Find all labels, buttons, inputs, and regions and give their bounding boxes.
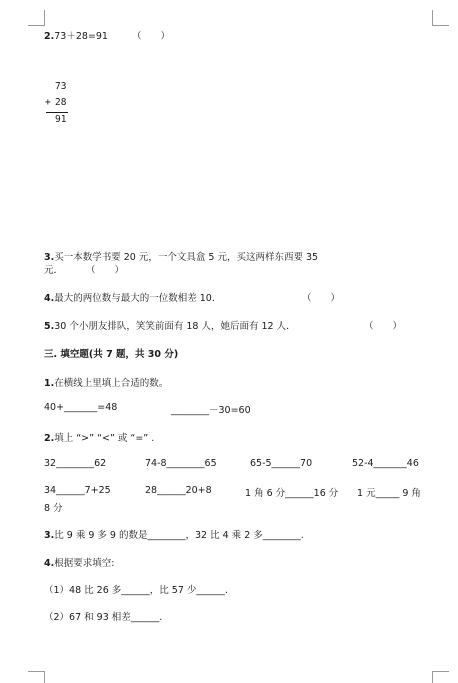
question-number: 1. [44,378,55,389]
question-number: 2. [44,433,55,444]
corner-mark-bottom-left-h [28,671,44,672]
fill-question-1 [44,375,168,389]
compare-item: 1 元_____ 9 角 [357,488,421,499]
question-text: 填上 “>” “<” 或 “=” . [54,433,155,444]
question-text: 根据要求填空: [54,558,115,569]
question-number: 3. [44,252,55,263]
corner-mark-top-left-h [28,25,44,26]
compare-item: 1 角 6 分______16 分 [245,488,339,499]
fill-4-sub-2: （2）67 和 93 相差______. [44,612,163,623]
question-text: 比 9 乘 9 多 9 的数是________，32 比 4 乘 2 多________. [54,530,304,541]
vertical-sum-line [46,112,68,113]
compare-item: 32________62 [44,458,107,469]
question-3-line2: 元． [44,265,64,276]
vertical-result: 91 [55,114,67,125]
fill-question-3 [44,527,304,541]
question-3 [44,249,318,263]
question-number: 5. [44,321,55,332]
compare-item: 65-5______70 [250,458,313,469]
question-text: 73＋28=91 [54,31,108,42]
vertical-operator: + [45,97,51,108]
question-4 [44,290,221,304]
vertical-top-number: 73 [55,81,67,92]
compare-item: 52-4_______46 [352,458,419,469]
question-2 [44,28,108,42]
question-number: 2. [44,31,55,42]
question-text: 30 个小朋友排队，笑笑前面有 18 人，她后面有 12 人． [54,321,296,332]
question-text: 买一本数学书要 20 元，一个文具盒 5 元，买这两样东西要 35 [54,252,319,263]
corner-mark-bottom-left-v [44,671,45,683]
answer-parentheses: （ ） [86,265,125,276]
corner-mark-top-right-v [432,10,433,26]
question-text: 最大的两位数与最大的一位数相差 10． [54,293,222,304]
answer-parentheses: （ ） [302,293,341,304]
vertical-bottom-number: 28 [55,97,67,108]
corner-mark-top-right-h [433,25,449,26]
question-text: 在横线上里填上合适的数。 [54,378,169,389]
section-title: 三. 填空题(共 7 题，共 30 分) [44,349,179,360]
fill-question-4 [44,555,114,569]
question-number: 4. [44,558,55,569]
question-number: 4. [44,293,55,304]
compare-item: 28______20+8 [145,485,212,496]
corner-mark-bottom-right-h [433,671,449,672]
fill-1-blank-b: ________－30=60 [171,405,251,416]
fill-question-2 [44,430,154,444]
fill-1-blank-a: 40+_______=48 [44,402,118,413]
compare-item-wrap: 8 分 [44,503,63,514]
compare-item: 74-8________65 [145,458,217,469]
corner-mark-top-left-v [44,10,45,26]
question-5 [44,318,296,332]
question-number: 3. [44,530,55,541]
corner-mark-bottom-right-v [432,671,433,683]
answer-parentheses: （ ） [132,31,171,42]
fill-4-sub-1: （1）48 比 26 多______，比 57 少______. [44,585,228,596]
answer-parentheses: （ ） [364,321,403,332]
compare-item: 34______7+25 [44,485,111,496]
